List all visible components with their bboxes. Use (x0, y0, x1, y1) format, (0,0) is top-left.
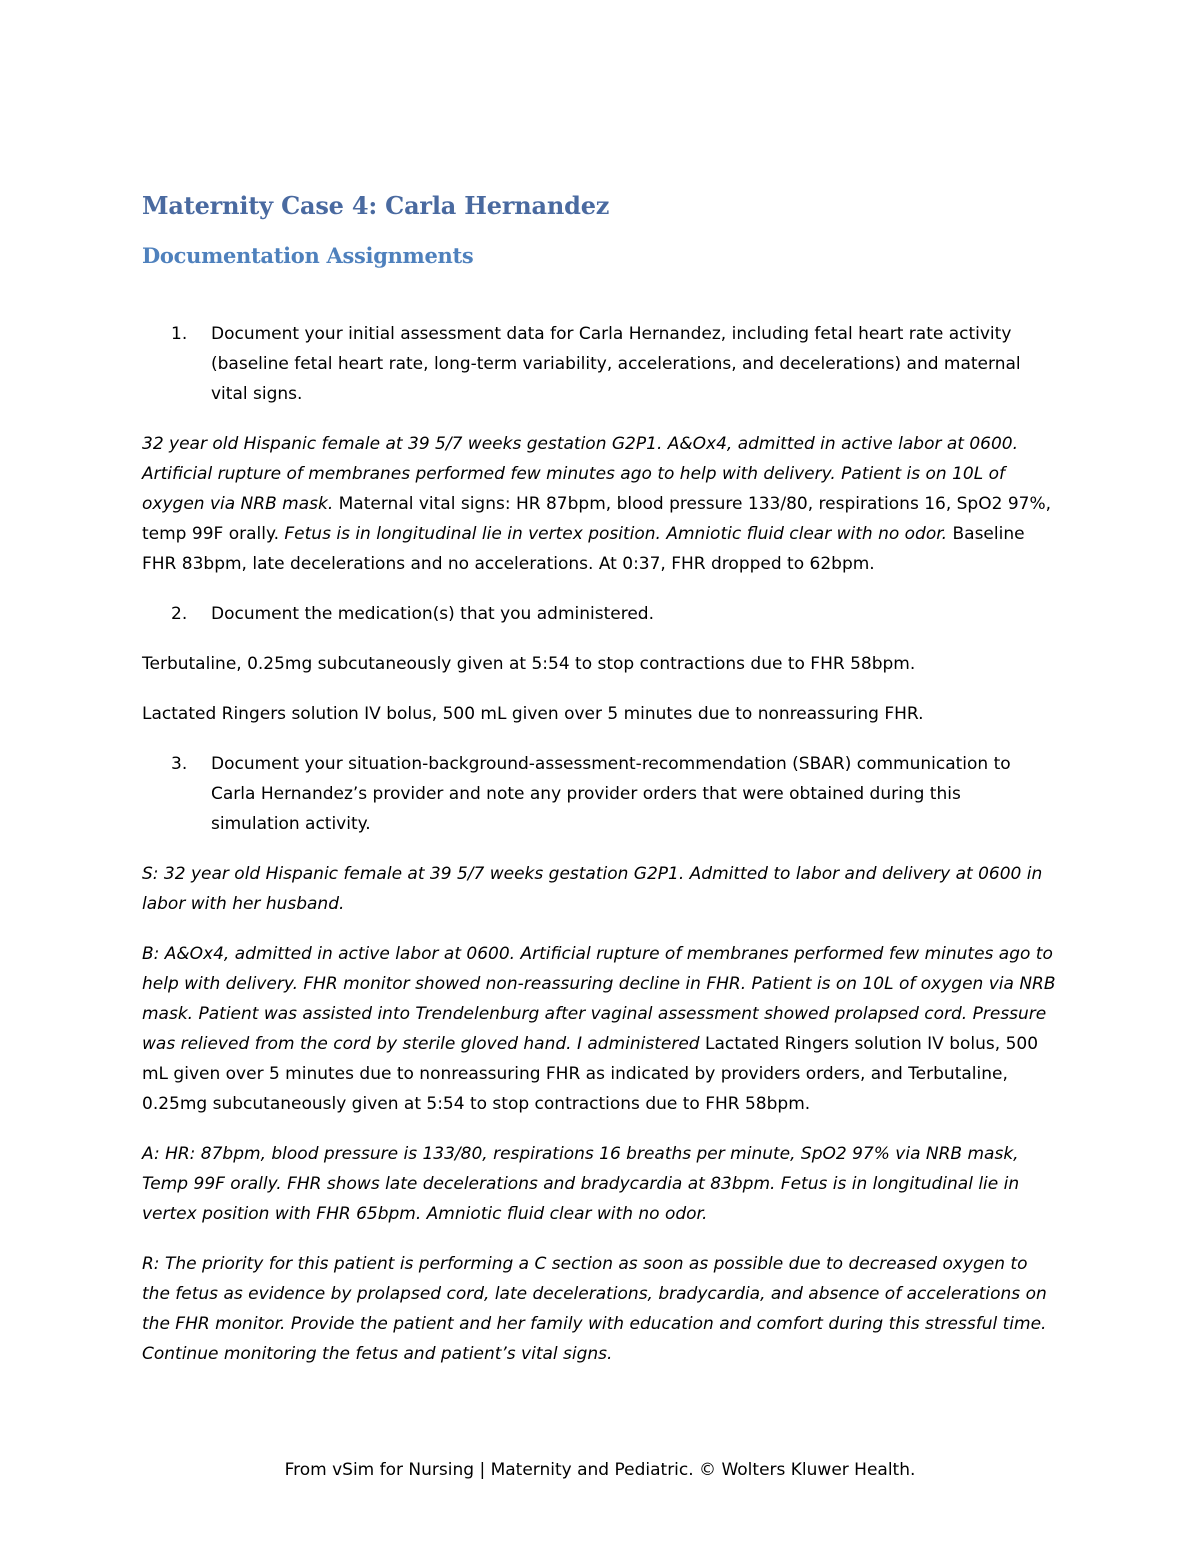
sbar-situation: S: 32 year old Hispanic female at 39 5/7 weeks gestation G2P1. Admitted to labor and delivery at 0600 in labor with her husband. (142, 864, 1043, 914)
answer-1-fhr: Baseline FHR 83bpm, late decelerations and no accelerations. At 0:37, FHR dropped to 62bpm. (142, 524, 1025, 574)
answer-1-vitals: Maternal vital signs: HR 87bpm, blood pressure 133/80, respirations 16, SpO2 97%, temp 99F orally. (142, 494, 1052, 544)
sbar-recommendation: R: The priority for this patient is performing a C section as soon as possible due to decreased oxygen to the fetus as evidence by prolapsed cord, late decelerations, bradycardia, and absence of accelerations on the FHR monitor. Provide the patient and her family with education and comfort during this stressful time. Continue monitoring the fetus and patient’s vital signs. (142, 1254, 1047, 1364)
answer-1-fetus: Fetus is in longitudinal lie in vertex position. Amniotic fluid clear with no odor. (284, 524, 948, 544)
answer-1-history: 32 year old Hispanic female at 39 5/7 weeks gestation G2P1. A&Ox4, admitted in active labor at 0600. Artificial rupture of membranes performed few minutes ago to help with delivery. Patient is on 10L of oxygen via NRB mask. (142, 434, 1019, 514)
sbar-assessment: A: HR: 87bpm, blood pressure is 133/80, respirations 16 breaths per minute, SpO2 97% via NRB mask, Temp 99F orally. FHR shows late decelerations and bradycardia at 83bpm. Fetus is in longitudinal lie in vertex position with FHR 65bpm. Amniotic fluid clear with no odor. (142, 1144, 1020, 1224)
question-text: Document your initial assessment data for Carla Hernandez, including fetal heart rate activity (baseline fetal heart rate, long-term variability, accelerations, and decelerations) and maternal vital signs. (211, 324, 1021, 404)
question-1 (142, 319, 1057, 409)
question-text: Document the medication(s) that you administered. (211, 604, 654, 624)
question-3 (142, 749, 1057, 839)
question-2 (142, 599, 1057, 629)
question-number: 2. (171, 604, 188, 624)
document-body (142, 188, 1057, 1389)
page-title: Maternity Case 4: Carla Hernandez (142, 191, 610, 220)
answer-1 (142, 429, 1057, 579)
section-heading: Documentation Assignments (142, 243, 474, 268)
sbar-background-plain: Lactated Ringers solution IV bolus, 500 mL given over 5 minutes due to nonreassuring FHR as indicated by providers orders, and Terbutaline, 0.25mg subcutaneously given at 5:54 to stop contractions due to FHR 58bpm. (142, 1034, 1039, 1114)
sbar-background-italic: B: A&Ox4, admitted in active labor at 0600. Artificial rupture of membranes performed few minutes ago to help with delivery. FHR monitor showed non-reassuring decline in FHR. Patient is on 10L of oxygen via NRB mask. Patient was assisted into Trendelenburg after vaginal assessment showed prolapsed cord. Pressure was relieved from the cord by sterile gloved hand. I administered (142, 944, 1056, 1054)
question-number: 3. (171, 754, 188, 774)
question-number: 1. (171, 324, 188, 344)
sbar-background (142, 939, 1057, 1119)
question-text: Document your situation-background-assessment-recommendation (SBAR) communication to Carla Hernandez’s provider and note any provider orders that were obtained during this simulation activity. (211, 754, 1011, 834)
medication-terbutaline: Terbutaline, 0.25mg subcutaneously given at 5:54 to stop contractions due to FHR 58bpm. (142, 654, 916, 674)
medication-lactated-ringers: Lactated Ringers solution IV bolus, 500 mL given over 5 minutes due to nonreassuring FHR. (142, 704, 924, 724)
page-footer: From vSim for Nursing | Maternity and Pediatric. © Wolters Kluwer Health. (284, 1460, 916, 1480)
